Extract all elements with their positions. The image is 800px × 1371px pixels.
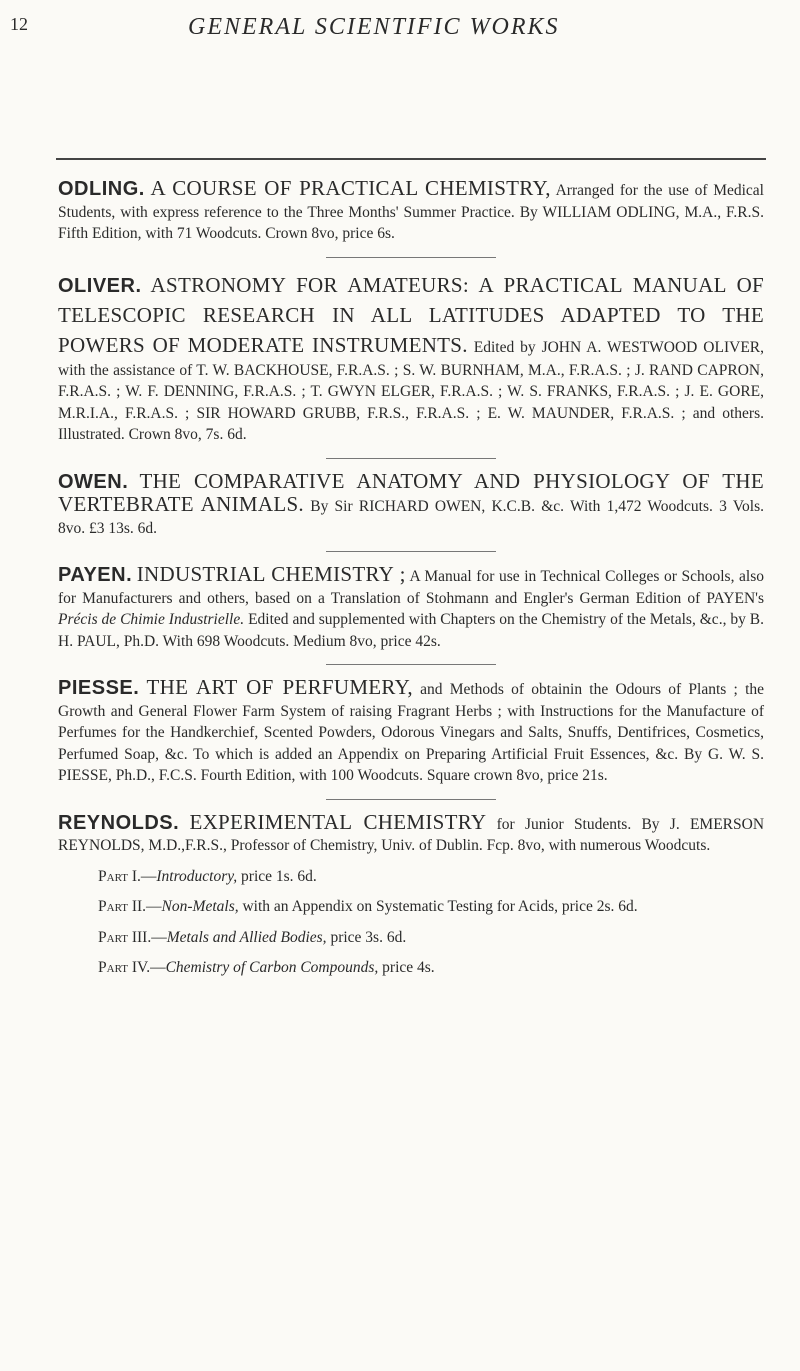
header-rule	[56, 158, 766, 160]
catalogue-entry	[58, 564, 764, 652]
part-price: price 3s. 6d.	[326, 928, 407, 946]
part-price: with an Appendix on Systematic Testing for Acids, price 2s. 6d.	[238, 898, 638, 915]
catalogue-entry	[58, 809, 765, 857]
volume-part	[98, 927, 764, 949]
part-label: Part IV.—	[98, 959, 166, 976]
entry-title: INDUSTRIAL CHEMISTRY ;	[136, 562, 406, 586]
volume-part	[98, 866, 764, 888]
entry-author: OWEN.	[58, 470, 129, 493]
part-label: Part I.—	[98, 867, 157, 885]
entry-body: Edited by JOHN A. WESTWOOD OLIVER, with the assistance of T. W. BACKHOUSE, F.R.A.S. ; S. W. BURNHAM, M.A., F.R.A.S. ; J. RAND CAPRON, F.R.A.S. ; W. F. DENNING, F.R.A.S. ; T. GWYN ELGER, F.R.A.S. ; W. S. FRANKS, F.R.A.S. ; J. E. GORE, M.R.I.A., F.R.A.S. ; SIR HOWARD GRUBB, F.R.S., F.R.A.S. ; E. W. MAUNDER, F.R.A.S. ; and others. Illustrated. Crown 8vo, 7s. 6d.	[58, 338, 765, 443]
part-title: Chemistry of Carbon Compounds,	[165, 959, 379, 976]
part-title: Non-Metals,	[161, 898, 239, 915]
divider	[326, 799, 496, 800]
divider	[326, 458, 496, 459]
entry-author: OLIVER.	[58, 274, 142, 297]
divider	[326, 551, 496, 552]
entry-author: REYNOLDS.	[58, 811, 180, 834]
entry-body: By Sir RICHARD OWEN, K.C.B. &c. With 1,472 Woodcuts. 3 Vols. 8vo. £3 13s. 6d.	[58, 498, 765, 537]
entry-title: A COURSE OF PRACTICAL CHEMISTRY,	[150, 176, 551, 200]
entry-body-rest: Edited and supplemented with Chapters on the Chemistry of the Metals, &c., by B. H. PAUL, Ph.D. With 698 Woodcuts. Medium 8vo, price 42s.	[58, 611, 765, 650]
entry-title: ASTRONOMY FOR AMATEURS: A PRACTICAL MANUAL OF TELESCOPIC RESEARCH IN ALL LATITUDES ADAPTED TO THE POWERS OF MODERATE INSTRUMENTS.	[58, 272, 765, 357]
entry-body: Arranged for the use of Medical Students, with express reference to the Three Months' Summer Practice. By WILLIAM ODLING, M.A., F.R.S. Fifth Edition, with 71 Woodcuts. Crown 8vo, price 6s.	[58, 182, 764, 242]
entry-title: THE COMPARATIVE ANATOMY AND PHYSIOLOGY OF THE VERTEBRATE ANIMALS.	[58, 468, 764, 516]
part-price: price 4s.	[378, 959, 435, 976]
entry-author: ODLING.	[58, 178, 145, 200]
page-header	[10, 14, 780, 48]
page-number: 12	[10, 14, 28, 34]
part-label: Part II.—	[98, 898, 162, 915]
running-title: GENERAL SCIENTIFIC WORKS	[188, 14, 560, 40]
catalogue-entry	[58, 468, 765, 540]
entry-title: THE ART OF PERFUMERY,	[146, 675, 413, 699]
entry-body: for Junior Students. By J. EMERSON REYNOLDS, M.D.,F.R.S., Professor of Chemistry, Univ. of Dublin. Fcp. 8vo, with numerous Woodcuts.	[58, 815, 765, 854]
volume-part	[98, 896, 764, 918]
catalogue-entry	[58, 270, 764, 446]
entry-title: EXPERIMENTAL CHEMISTRY	[189, 809, 487, 834]
part-price: price 1s. 6d.	[237, 867, 317, 885]
entry-author: PIESSE.	[58, 677, 140, 699]
divider	[326, 257, 496, 258]
entry-author: PAYEN.	[58, 564, 133, 586]
part-label: Part III.—	[98, 928, 167, 946]
entry-body: and Methods of obtainin the Odours of Plants ; the Growth and General Flower Farm System of raising Fragrant Herbs ; with Instructions for the Manufacture of Perfumes for the Handkerchief, Scented Powders, Odorous Vinegars and Salts, Snuffs, Dentifrices, Cosmetics, Perfumed Soap, &c. To which is added an Appendix on Preparing Artificial Fruit Essences, &c. By G. W. S. PIESSE, Ph.D., F.C.S. Fourth Edition, with 100 Woodcuts. Square crown 8vo, price 21s.	[58, 681, 765, 784]
part-title: Metals and Allied Bodies,	[166, 928, 327, 946]
volume-part	[98, 957, 764, 979]
catalogue-entry	[58, 178, 764, 245]
catalogue-list	[58, 178, 764, 979]
divider	[326, 664, 496, 665]
entry-body: A Manual for use in Technical Colleges or Schools, also for Manufacturers and others, based on a Translation of Stohmann and Engler's German Edition of PAYEN's	[58, 568, 764, 607]
part-title: Introductory,	[156, 867, 238, 885]
catalogue-entry	[58, 677, 764, 787]
entry-body-italic: Précis de Chimie Industrielle.	[58, 611, 245, 628]
